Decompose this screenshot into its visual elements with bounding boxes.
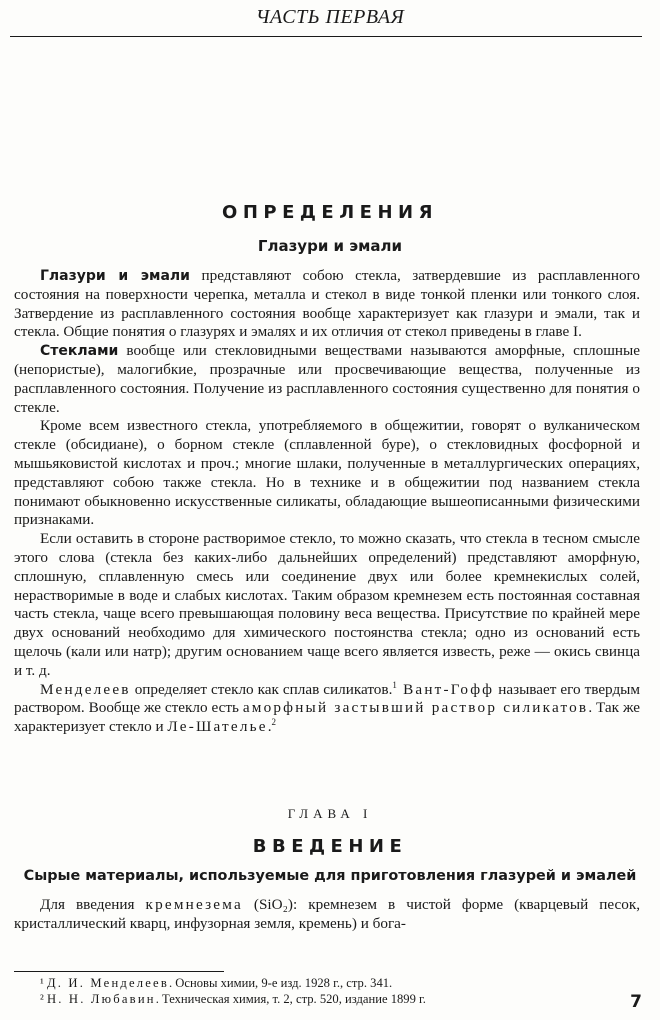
paragraph-silica: Для введения кремнезема (SiO₂): кремнезем в чистой форме (кварцевый песок, кристаллический кварц, инфузорная земля, кремень) и бога-	[14, 896, 641, 932]
footnotes	[40, 975, 640, 1007]
term-glasses: Стеклами	[40, 343, 119, 360]
section-body	[14, 267, 640, 737]
chapter-subtitle: Сырые материалы, используемые для приготовления глазурей и эмалей	[23, 868, 637, 884]
chapter-label: ГЛАВА I	[287, 806, 373, 821]
footnote-rule	[14, 971, 224, 972]
footnote-1: ¹ Д. И. Менделеев. Основы химии, 9-е изд. 1928 г., стр. 341.	[40, 976, 393, 990]
author-vant-hoff: Вант-Гофф	[396, 680, 495, 698]
footnote-author: Д. И. Менделеев	[46, 976, 169, 990]
paragraph-glasses: Стеклами вообще или стекловидными веществами называются аморфные, сплошные (непористые), малогибкие, прозрачные или просвечивающие вещества, полученные из расплавленного состояния. Получение из расплавленного состояния существенно для понятия о стекле.	[14, 342, 640, 416]
term-glazes: Глазури и эмали	[40, 268, 190, 284]
footnote-2: ² Н. Н. Любавин. Техническая химия, т. 2, стр. 520, издание 1899 г.	[40, 992, 426, 1006]
emphasis-phrase: аморфный застывший раствор силикатов	[242, 699, 589, 717]
chapter-body	[14, 896, 640, 934]
footnote-ref-1: 1	[392, 679, 397, 690]
section-subtitle: Глазури и эмали	[257, 237, 403, 255]
author-mendeleev: Менделеев	[40, 680, 131, 698]
footnote-author: Н. Н. Любавин	[46, 992, 156, 1006]
paragraph-silicates: Если оставить в стороне растворимое стекло, то можно сказать, что стекла в тесном смысле этого слова (стекла без каких-либо дальнейших определений) представляют аморфную, сплошную, сплавленную смесь или соединение двух или более кремнекислых солей, нерастворимые в воде и слабых кислотах. Таким образом кремнезем есть постоянная составная часть стекла, чаще всего превышающая половину веса вещества. Присутствие по крайней мере двух оснований необходимо для химического постоянства стекла; одно из оснований есть щелочь (кали или натр); другим основанием чаще всего является известь, реже — окись свинца и т. д.	[14, 530, 640, 679]
paragraph-known-glass: Кроме всем известного стекла, употребляемого в общежитии, говорят о вулканическом стекле (обсидиане), о борном стекле (сплавленной буре), о стекловидных фосфорной и мышьяковистой кислотах и проч.; многие шлаки, полученные в металлургических операциях, представляют собою также стекла. Но в технике и в общежитии под названием стекла понимают обыкновенно искусственные силикаты, обладающие вышеописанными физическими признаками.	[14, 417, 640, 529]
running-head: ЧАСТЬ ПЕРВАЯ	[255, 6, 405, 28]
paragraph-glazes: Глазури и эмали представляют собою стекла, затвердевшие из расплавленного состояния на поверхности черепка, металла и стекол в виде тонкой пленки или тонкого слоя. Затвердение из расплавленного состояния вообще характеризует как глазури и эмали, так и стекла. Общие понятия о глазурях и эмалях и их отличия от стекол приведены в главе I.	[14, 267, 640, 341]
header-rule	[10, 36, 642, 37]
term-silica: кремнезема	[145, 896, 243, 913]
paragraph-definitions: Менделеев определяет стекло как сплав силикатов.$^1$ Вант-Гофф называет его твердым раствором. Вообще же стекло есть аморфный застывший раствор силикатов. Так же характеризует стекло и Ле-Шателье.$^2$	[14, 679, 640, 736]
chapter-title: ВВЕДЕНИЕ	[252, 836, 408, 857]
page-number: 7	[630, 992, 642, 1012]
footnote-ref-2: 2	[271, 717, 276, 728]
author-le-chatelier: Ле-Шателье	[167, 718, 268, 736]
formula-sio2: (SiO₂)	[242, 896, 293, 913]
section-title: ОПРЕДЕЛЕНИЯ	[222, 202, 438, 223]
